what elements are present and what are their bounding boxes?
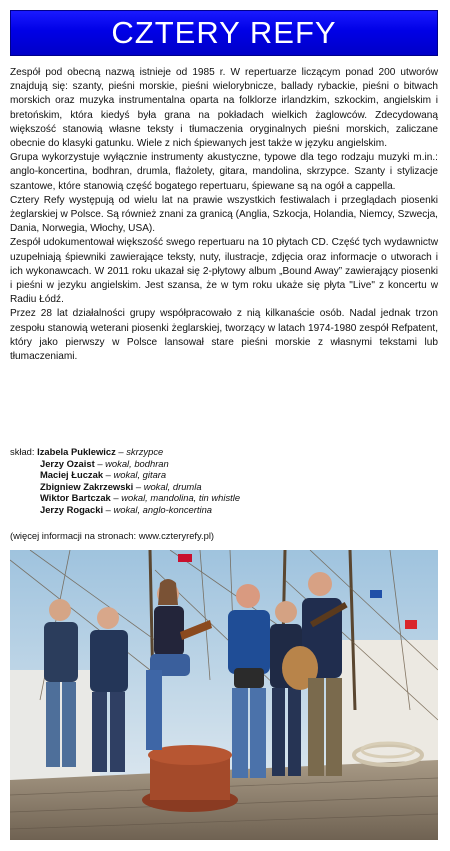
lineup-label: skład: [10,446,35,457]
separator: – [103,469,114,481]
member-name: Zbigniew Zakrzewski [40,480,134,492]
description-text [10,66,438,364]
page-title: CZTERY REFY [111,15,337,50]
member-role: wokal, bodhran [105,457,169,469]
member-name: Izabela Puklewicz [37,446,116,457]
lineup-list [10,446,438,516]
separator: – [110,492,122,504]
member-name: Jerzy Ozaist [40,457,95,469]
lineup-row [10,504,438,516]
separator: – [103,503,114,515]
lineup-row [10,492,438,504]
title-banner [10,10,438,56]
paragraph-instruments: Grupa wykorzystuje wyłącznie instrumenty akustyczne, typowe dla tego rodzaju muzyki m.in.: anglo-koncertina, bodhran, drumla, flażolety, gitara, mandolina, skrzypce. Szanty i stylizacje szantowe, które stanowią część bogatego repertuaru, śpiewane są na ogół a cappella. [10,152,438,192]
lineup-row [10,446,438,458]
separator: – [94,457,106,469]
member-role: skrzypce [126,446,164,457]
lineup-row [10,481,438,493]
member-role: wokal, anglo-koncertina [113,503,212,515]
member-name: Maciej Łuczak [40,469,104,481]
band-photo-illustration [10,550,438,840]
member-role: wokal, mandolina, tin whistle [121,492,241,504]
separator: – [133,480,144,492]
paragraph-discography: Zespół udokumentował większość swego repertuaru na 10 płytach CD. Część tych wydawnictw uzupełniają śpiewniki zawierające teksty, nuty, ilustracje, zdjęcia oraz informacje o utworach i ich wykonawcach. W 2011 roku ukazał się 2-płytowy album „Bound Away” zawierający piosenki i pieśni w jezyku angielskim. Jest szansa, że w tym roku ukaże się płyta "Live" z koncertu w Radiu Łódź. [10,237,438,306]
member-name: Jerzy Rogacki [40,503,104,515]
member-name: Wiktor Bartczak [40,492,111,504]
lineup-row [10,469,438,481]
paragraph-members: Przez 28 lat działalności grupy współpracowało z nią kilkanaście osób. Nadal jednak trzon zespołu stanowią weterani piosenki żeglarskiej, tworzący w latach 1974-1980 zespół Refpatent, który jako pierwszy w Polsce lansował stare pieśni morskie z własnymi tekstami lub tłumaczeniami. [10,308,438,363]
member-role: wokal, drumla [143,480,202,492]
separator: – [115,446,127,457]
paragraph-festivals: Cztery Refy występują od wielu lat na prawie wszystkich festiwalach i przeglądach piosenki żeglarskiej w Polsce. Są również znani za granicą (Anglia, Szkocja, Holandia, Niemcy, Szwecja, Dania, Norwegia, Włochy, USA). [10,194,438,235]
member-role: wokal, gitara [113,469,167,481]
band-photo [10,550,438,840]
lineup-row [10,458,438,470]
paragraph-history: Zespół pod obecną nazwą istnieje od 1985 r. W repertuarze liczącym ponad 200 utworów znajdują się: szanty, pieśni morskie, pieśni wielorybnicze, ballady rybackie, pieśni o bitwach morskich oraz muzyka instrumentalna oparta na folklorze irlandzkim, szkockim, angielskim i bretońskim, która kiedyś była grana na pokładach wielkich żaglowców. Zdecydowaną większość stanowią własne teksty i tłumaczenia oryginalnych pieśni morskich, zaliczane obecnie do klasyki gatunku. Wiele z nich śpiewanych jest także w języku angielskim. [10,67,438,150]
more-info-text: (więcej informacji na stronach: www.czteryrefy.pl) [10,530,215,541]
